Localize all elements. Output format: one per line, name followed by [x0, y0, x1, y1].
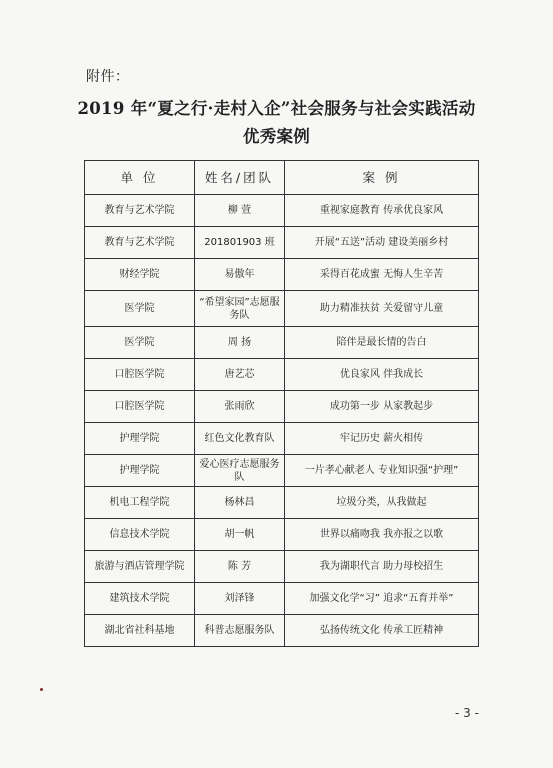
cell-unit: 教育与艺术学院	[85, 195, 195, 227]
cell-name: 易傲年	[195, 259, 285, 291]
header-case: 案 例	[285, 161, 479, 195]
cell-case: 加强文化学“习” 追求“五育并举”	[285, 583, 479, 615]
cell-unit: 湖北省社科基地	[85, 615, 195, 647]
cell-unit: 教育与艺术学院	[85, 227, 195, 259]
table-row	[85, 455, 479, 487]
cell-unit: 机电工程学院	[85, 487, 195, 519]
cell-case: 弘扬传统文化 传承工匠精神	[285, 615, 479, 647]
cell-case: 优良家风 伴我成长	[285, 359, 479, 391]
cell-case: 一片孝心献老人 专业知识强“护理”	[285, 455, 479, 487]
table-row	[85, 615, 479, 647]
cell-case: 助力精准扶贫 关爱留守儿童	[285, 291, 479, 327]
cell-name: 张雨欣	[195, 391, 285, 423]
cell-name: 红色文化教育队	[195, 423, 285, 455]
cell-case: 世界以痛吻我 我亦报之以歌	[285, 519, 479, 551]
cell-name: 科普志愿服务队	[195, 615, 285, 647]
cell-name: 爱心医疗志愿服务队	[195, 455, 285, 487]
cell-name: 201801903 班	[195, 227, 285, 259]
table-row	[85, 423, 479, 455]
document-title-line2: 优秀案例	[242, 127, 311, 146]
cell-unit: 建筑技术学院	[85, 583, 195, 615]
cell-name: “希望家园”志愿服务队	[195, 291, 285, 327]
table-row	[85, 519, 479, 551]
page-number: - 3 -	[455, 706, 479, 720]
cell-case: 我为湖职代言 助力母校招生	[285, 551, 479, 583]
cell-unit: 信息技术学院	[85, 519, 195, 551]
table-row	[85, 359, 479, 391]
cell-case: 采得百花成蜜 无悔人生辛苦	[285, 259, 479, 291]
cell-case: 开展“五送”活动 建设美丽乡村	[285, 227, 479, 259]
table-row	[85, 487, 479, 519]
cell-name: 唐艺芯	[195, 359, 285, 391]
header-unit: 单 位	[85, 161, 195, 195]
cell-unit: 护理学院	[85, 455, 195, 487]
document-title: 2019 年“夏之行·走村入企”社会服务与社会实践活动	[77, 99, 476, 118]
table-row	[85, 195, 479, 227]
table-row	[85, 259, 479, 291]
cases-table	[84, 160, 479, 647]
cell-unit: 旅游与酒店管理学院	[85, 551, 195, 583]
cell-unit: 医学院	[85, 327, 195, 359]
table-row	[85, 551, 479, 583]
cell-case: 重视家庭教育 传承优良家风	[285, 195, 479, 227]
cell-unit: 口腔医学院	[85, 391, 195, 423]
table-row	[85, 291, 479, 327]
cell-unit: 口腔医学院	[85, 359, 195, 391]
table-row	[85, 583, 479, 615]
cell-name: 杨林昌	[195, 487, 285, 519]
table-row	[85, 227, 479, 259]
table-header-row	[85, 161, 479, 195]
cell-unit: 医学院	[85, 291, 195, 327]
cell-case: 成功第一步 从家教起步	[285, 391, 479, 423]
cell-name: 周 扬	[195, 327, 285, 359]
cell-name: 陈 芳	[195, 551, 285, 583]
table-row	[85, 327, 479, 359]
scan-speck	[40, 688, 43, 691]
cell-case: 垃圾分类，从我做起	[285, 487, 479, 519]
cell-unit: 护理学院	[85, 423, 195, 455]
cell-case: 牢记历史 薪火相传	[285, 423, 479, 455]
cell-name: 刘泽锋	[195, 583, 285, 615]
table-row	[85, 391, 479, 423]
header-name: 姓名/团队	[195, 161, 285, 195]
cell-unit: 财经学院	[85, 259, 195, 291]
cell-name: 胡一帆	[195, 519, 285, 551]
attachment-label: 附件：	[86, 69, 130, 85]
cell-name: 柳 萱	[195, 195, 285, 227]
cell-case: 陪伴是最长情的告白	[285, 327, 479, 359]
